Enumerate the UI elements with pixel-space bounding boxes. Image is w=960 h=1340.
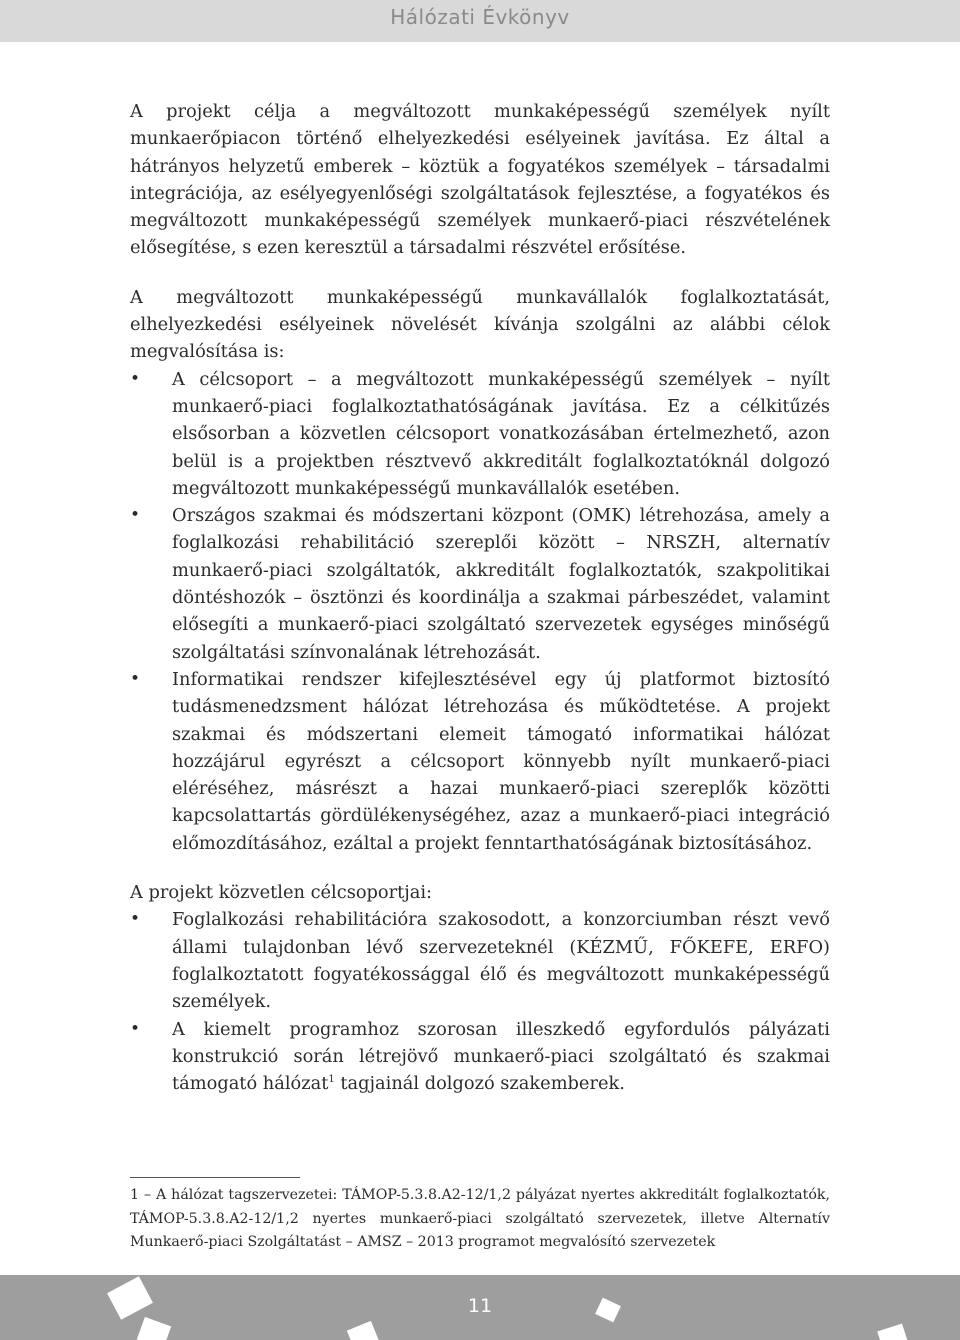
- footnote-reference[interactable]: 1: [328, 1074, 335, 1086]
- header-bar: [0, 0, 960, 42]
- goals-intro-paragraph: A megváltozott munkaképességű munkavállalók foglalkoztatását, elhelyezkedési esélyeinek növelését kívánja szolgálni az alábbi célok megvalósítása is:: [130, 286, 830, 363]
- list-item-text-end: tagjainál dolgozó szakemberek.: [334, 1073, 625, 1095]
- bullet-icon: •: [130, 368, 141, 389]
- intro-paragraph: A projekt célja a megváltozott munkaképességű személyek nyílt munkaerőpiacon történő elhelyezkedési esélyeinek javítása. Ez által a hátrányos helyzetű emberek – köztük a fogyatékos személyek – társadalmi integrációja, az esélyegyenlőségi szolgáltatások fejlesztése, a fogyatékos és megváltozott munkaképességű személyek munkaerő-piaci részvételének elősegítése, s ezen keresztül a társadalmi részvétel erősítése.: [130, 101, 830, 259]
- list-item-text: Foglalkozási rehabilitációra szakosodott, a konzorciumban részt vevő állami tulajdonban lévő szervezeteknél (KÉZMŰ, FŐKEFE, ERFO) foglalkoztatott fogyatékossággal élő és megváltozott munkaképességű személyek.: [172, 909, 830, 1013]
- list-item: [130, 502, 830, 666]
- bullet-icon: •: [130, 909, 141, 930]
- target-groups-heading: A projekt közvetlen célcsoportjai:: [130, 882, 433, 904]
- footnote: 1 – A hálózat tagszervezetei: TÁMOP-5.3.8.A2-12/1,2 pályázat nyertes akkreditált foglalkoztatók, TÁMOP-5.3.8.A2-12/1,2 nyertes munkaerő-piaci szolgáltató szervezetek, illetve Alternatív Munkaerő-piaci Szolgáltatást – AMSZ – 2013 programot megvalósító szervezetek: [130, 1187, 830, 1250]
- main-content: [130, 98, 830, 1097]
- list-item-text: Informatikai rendszer kifejlesztésével egy új platformot biztosító tudásmenedzsment hálózat létrehozása és működtetése. A projekt szakmai és módszertani elemeit támogató informatikai hálózat hozzájárul egyrészt a célcsoport könnyebb nyílt munkaerő-piaci eléréséhez, másrészt a hazai munkaerő-piaci szereplők közötti kapcsolattartás gördülékenységéhez, azaz a munkaerő-piaci integráció előmozdításához, ezáltal a projekt fenntarthatóságának biztosításához.: [172, 668, 830, 854]
- list-item: [130, 366, 830, 502]
- running-header-title: Hálózati Évkönyv: [390, 5, 570, 29]
- list-item-text: Országos szakmai és módszertani központ (OMK) létrehozása, amely a foglalkozási rehabilitáció szereplői között – NRSZH, alternatív munkaerő-piaci szolgáltatók, akkreditált foglalkoztatók, szakpolitikai döntéshozók – ösztönzi és koordinálja a szakmai párbeszédet, valamint elősegíti a munkaerő-piaci szolgáltató szervezetek egységes minőségű szolgáltatási színvonalának létrehozását.: [172, 505, 830, 663]
- bullet-icon: •: [130, 1018, 141, 1039]
- list-item: [130, 666, 830, 857]
- list-item: [130, 906, 830, 1015]
- decorative-square: [877, 1324, 909, 1340]
- bullet-icon: •: [130, 668, 141, 689]
- bullet-icon: •: [130, 505, 141, 526]
- list-item: [130, 1016, 830, 1098]
- footnote-divider: [130, 1177, 300, 1178]
- target-groups-list: [130, 906, 830, 1097]
- list-item-text: A célcsoport – a megváltozott munkaképességű személyek – nyílt munkaerő-piaci foglalkoztathatóságának javítása. Ez a célkitűzés elsősorban a közvetlen célcsoport vonatkozásában értelmezhető, azon belül is a projektben résztvevő akkreditált foglalkoztatóknál dolgozó megváltozott munkaképességű munkavállalók esetében.: [172, 368, 830, 499]
- decorative-square: [347, 1321, 379, 1340]
- goals-list: [130, 366, 830, 857]
- list-item-text: A kiemelt programhoz szorosan illeszkedő egyfordulós pályázati konstrukció során létrejövő munkaerő-piaci szolgáltató és szakmai támogató hálózat: [172, 1018, 830, 1095]
- decorative-square: [137, 1317, 172, 1340]
- page-number: 11: [467, 1295, 493, 1317]
